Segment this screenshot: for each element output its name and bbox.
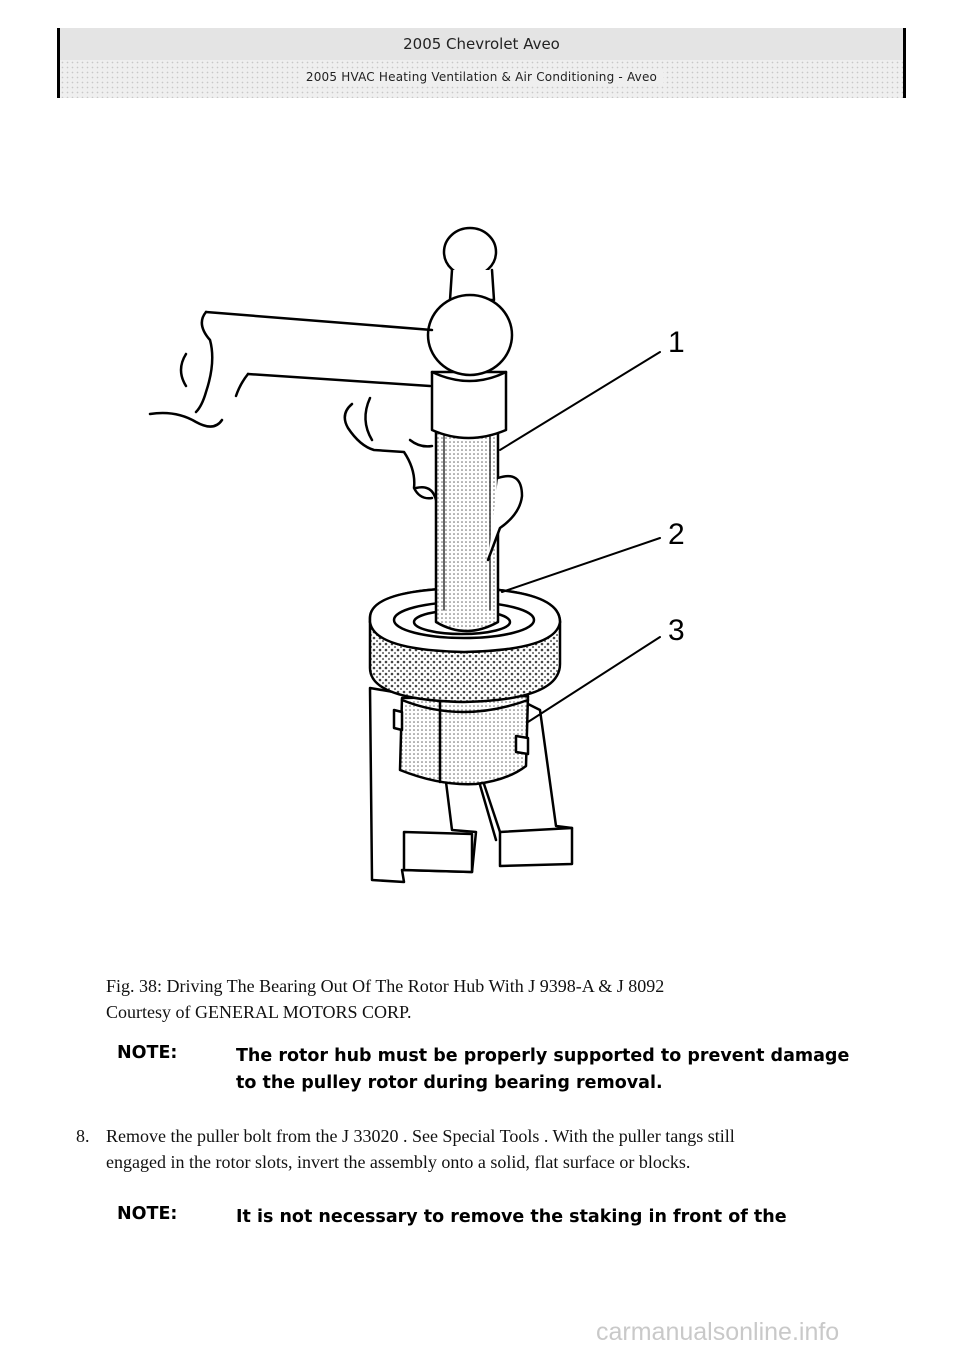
note-label: NOTE:: [117, 1204, 178, 1224]
note-text-line: The rotor hub must be properly supported to prevent damage: [236, 1046, 850, 1066]
callout-3: 3: [668, 614, 685, 647]
figure-caption: Fig. 38: Driving The Bearing Out Of The Rotor Hub With J 9398-A & J 8092: [106, 976, 665, 996]
section-title: 2005 HVAC Heating Ventilation & Air Conditioning - Aveo: [300, 70, 663, 84]
figure-courtesy: Courtesy of GENERAL MOTORS CORP.: [106, 1002, 412, 1022]
note-block-1: [0, 1043, 960, 1103]
step-text-line: engaged in the rotor slots, invert the assembly onto a solid, flat surface or blocks.: [106, 1152, 691, 1172]
note-label: NOTE:: [117, 1043, 178, 1063]
vehicle-title: 2005 Chevrolet Aveo: [403, 35, 560, 53]
hammer: [428, 228, 512, 438]
note-text-line: to the pulley rotor during bearing removal.: [236, 1073, 663, 1093]
note-text-line: It is not necessary to remove the staking in front of the: [236, 1207, 787, 1227]
driver-shaft: [436, 420, 498, 631]
site-watermark: carmanualsonline.info: [596, 1318, 840, 1346]
note-block-2: [0, 1204, 960, 1234]
callout-2: 2: [668, 518, 685, 551]
callout-1: 1: [668, 326, 685, 359]
step-number: 8.: [76, 1126, 90, 1146]
step-text-line: Remove the puller bolt from the J 33020 . See Special Tools . With the puller tangs still: [106, 1126, 735, 1146]
